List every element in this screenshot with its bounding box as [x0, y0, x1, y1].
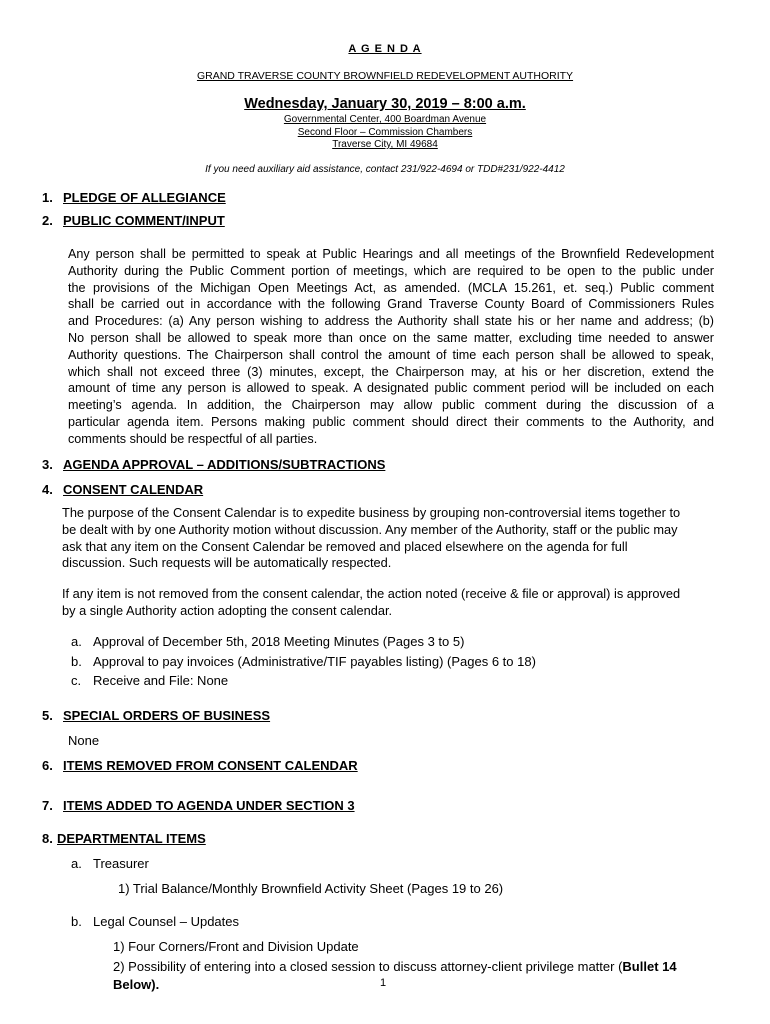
section-3-title: AGENDA APPROVAL – ADDITIONS/SUBTRACTIONS: [63, 457, 386, 472]
bullet-reference-continued: Below).: [113, 977, 160, 992]
section-7-number: 7.: [42, 798, 53, 813]
paragraph-line: Authority during the Public Comment portion of meetings, which are required to be open to the public under: [68, 263, 714, 278]
paragraph-line: comments should be respectful of all parties.: [68, 431, 318, 446]
section-5-title: SPECIAL ORDERS OF BUSINESS: [63, 708, 271, 723]
section-3-number: 3.: [42, 457, 53, 472]
consent-action-paragraph: [62, 586, 732, 620]
dept-item-letter: b.: [71, 914, 82, 929]
paragraph-line: The purpose of the Consent Calendar is to expedite business by grouping non-controversial items together to: [62, 505, 681, 520]
paragraph-line: No person shall be allowed to speak more than once on the same matter, excluding time needed to answer: [68, 330, 714, 345]
paragraph-line: ask that any item on the Consent Calendar be removed and placed elsewhere on the agenda for full: [62, 538, 628, 554]
paragraph-line: discussion. Such requests will be automatically respected.: [62, 555, 392, 571]
section-6-number: 6.: [42, 758, 53, 773]
section-8-title: DEPARTMENTAL ITEMS: [57, 831, 206, 846]
section-1-title: PLEDGE OF ALLEGIANCE: [63, 190, 226, 205]
dept-subitem-closed-session: [113, 959, 677, 974]
section-5-number: 5.: [42, 708, 53, 723]
section-4-number: 4.: [42, 482, 53, 497]
section-2-title: PUBLIC COMMENT/INPUT: [63, 213, 225, 228]
dept-item-letter: a.: [71, 856, 82, 871]
section-6-title: ITEMS REMOVED FROM CONSENT CALENDAR: [63, 758, 358, 773]
public-comment-paragraph: [68, 246, 714, 448]
section-1-number: 1.: [42, 190, 53, 205]
section-7-title: ITEMS ADDED TO AGENDA UNDER SECTION 3: [63, 798, 355, 813]
paragraph-line: and Procedures: (a) Any person wishing to address the Authority shall state his or her name and address; (b): [68, 314, 714, 329]
organization-name: GRAND TRAVERSE COUNTY BROWNFIELD REDEVELOPMENT AUTHORITY: [196, 70, 574, 82]
bullet-reference: Bullet 14: [622, 959, 677, 974]
paragraph-line: the provisions of the Michigan Open Meetings Act, as amended. (MCLA 15.261, et. seq.) Public comment: [68, 280, 714, 295]
section-5-body: None: [68, 733, 100, 748]
consent-item-letter: a.: [71, 634, 82, 649]
aid-notice: If you need auxiliary aid assistance, contact 231/922-4694 or TDD#231/922-4412: [205, 164, 565, 175]
paragraph-line: which shall not exceed three (3) minutes, except, the Chairperson may, at his or her discretion, extend the: [68, 364, 714, 379]
page-number: 1: [380, 977, 387, 989]
paragraph-line: shall be carried out in accordance with the following Grand Traverse County Board of Commissioners Rules: [68, 297, 714, 312]
paragraph-line: be dealt with by one Authority motion without discussion. Any member of the Authority, staff or the public may: [62, 521, 678, 537]
dept-item-legal-counsel: Legal Counsel – Updates: [93, 914, 239, 929]
section-8-number: 8.: [42, 831, 53, 846]
location-line-2: Second Floor – Commission Chambers: [297, 127, 473, 138]
section-2-number: 2.: [42, 213, 53, 228]
dept-subitem: 1) Four Corners/Front and Division Update: [113, 939, 359, 954]
consent-item-letter: b.: [71, 654, 82, 669]
paragraph-line: by a single Authority action adopting the consent calendar.: [62, 602, 393, 618]
consent-item-letter: c.: [71, 673, 82, 688]
consent-purpose-paragraph: [62, 505, 732, 572]
location-line-3: Traverse City, MI 49684: [332, 139, 438, 150]
paragraph-line: If any item is not removed from the consent calendar, the action noted (receive & file or approval) is approved: [62, 586, 681, 601]
paragraph-line: meeting’s agenda. In addition, the Chairperson may allow public comment during the discussion of a: [68, 398, 714, 413]
location-line-1: Governmental Center, 400 Boardman Avenue: [283, 114, 487, 125]
paragraph-line: Any person shall be permitted to speak at Public Hearings and all meetings of the Brownfield Redevelopment: [68, 247, 714, 261]
agenda-title: A G E N D A: [348, 43, 422, 55]
paragraph-line: Authority questions. The Chairperson shall control the amount of time each person shall be allowed to speak,: [68, 347, 714, 362]
meeting-date: Wednesday, January 30, 2019 – 8:00 a.m.: [244, 96, 526, 112]
consent-item-text: Approval to pay invoices (Administrative/TIF payables listing) (Pages 6 to 18): [93, 654, 536, 669]
consent-item-text: Approval of December 5th, 2018 Meeting Minutes (Pages 3 to 5): [93, 634, 465, 649]
section-4-title: CONSENT CALENDAR: [63, 482, 204, 497]
paragraph-line: amount of time any person is allowed to speak. A designated public comment period will be included on each: [68, 381, 714, 396]
paragraph-line: particular agenda item. Persons making public comment should direct their comments to the Authority, and: [68, 414, 714, 429]
closed-session-text: 2) Possibility of entering into a closed session to discuss attorney-client privilege matter (: [113, 959, 623, 974]
dept-item-treasurer: Treasurer: [93, 856, 149, 871]
consent-item-text: Receive and File: None: [93, 673, 229, 688]
dept-subitem: 1) Trial Balance/Monthly Brownfield Activity Sheet (Pages 19 to 26): [118, 881, 504, 896]
